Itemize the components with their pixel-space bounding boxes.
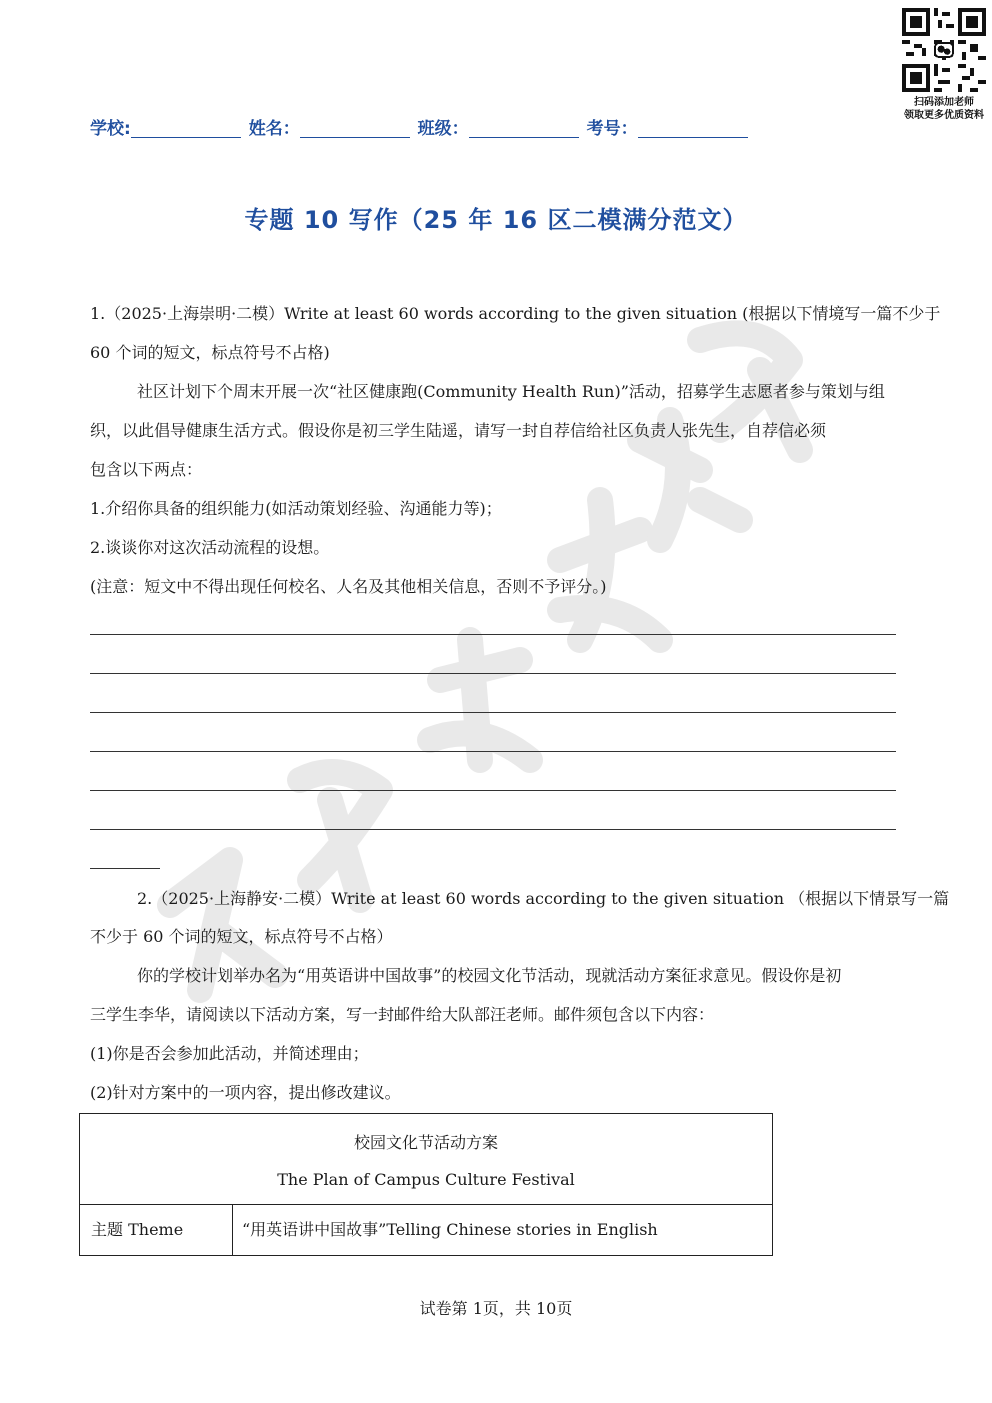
q1-point1: 1.介绍你具备的组织能力(如活动策划经验、沟通能力等)；: [90, 499, 502, 518]
q2-prompt-line1: 2.（2025·上海静安·二模）Write at least 60 words according to the given situation （根据以下情景写一篇: [137, 889, 950, 908]
q2-point1: (1)你是否会参加此活动，并简述理由；: [90, 1044, 369, 1063]
q1-prompt-line1: 1.（2025·上海崇明·二模）Write at least 60 words according to the given situation (根据以下情境写一篇不少于: [90, 304, 941, 323]
q1-situation-line3: 包含以下两点：: [90, 460, 203, 479]
qr-caption-line1: 扫码添加老师: [914, 97, 974, 108]
answer-line-end[interactable]: [90, 868, 160, 869]
class-field[interactable]: [469, 117, 579, 138]
answer-line[interactable]: [90, 673, 896, 674]
qr-code-icon[interactable]: [902, 8, 986, 92]
q2-point2: (2)针对方案中的一项内容，提出修改建议。: [90, 1083, 401, 1102]
exam-number-field[interactable]: [638, 117, 748, 138]
plan-title-en: The Plan of Campus Culture Festival: [277, 1170, 575, 1189]
name-field[interactable]: [300, 117, 410, 138]
q1-note: (注意：短文中不得出现任何校名、人名及其他相关信息，否则不予评分。): [90, 577, 607, 596]
plan-title-cn: 校园文化节活动方案: [353, 1133, 498, 1152]
qr-caption: [894, 96, 992, 122]
answer-line[interactable]: [90, 712, 896, 713]
qr-caption-line2: 领取更多优质资料: [904, 110, 984, 121]
plan-table: [79, 1113, 773, 1256]
q1-situation-line1: 社区计划下个周末开展一次“社区健康跑(Community Health Run)”活动，招募学生志愿者参与策划与组: [137, 382, 885, 401]
q1-prompt-line2: 60 个词的短文，标点符号不占格): [90, 343, 330, 362]
exam-number-label: 考号：: [586, 119, 638, 139]
plan-theme-value: “用英语讲中国故事”Telling Chinese stories in English: [242, 1220, 658, 1239]
class-label: 班级：: [417, 119, 469, 139]
answer-line[interactable]: [90, 829, 896, 830]
q1-point2: 2.谈谈你对这次活动流程的设想。: [90, 538, 330, 557]
answer-line[interactable]: [90, 751, 896, 752]
student-info-row: [90, 114, 750, 139]
q1-situation-line2: 织，以此倡导健康生活方式。假设你是初三学生陆遥，请写一封自荐信给社区负责人张先生，自荐信必须: [90, 421, 827, 440]
plan-theme-label: 主题 Theme: [80, 1205, 233, 1255]
q2-situation-line2: 三学生李华，请阅读以下活动方案，写一封邮件给大队部汪老师。邮件须包含以下内容：: [90, 1005, 715, 1024]
answer-line[interactable]: [90, 634, 896, 635]
name-label: 姓名：: [248, 119, 300, 139]
page-footer: 试卷第 1页，共 10页: [419, 1299, 573, 1318]
q2-situation-line1: 你的学校计划举办名为“用英语讲中国故事”的校园文化节活动，现就活动方案征求意见。假设你是初: [137, 966, 842, 985]
q2-prompt-line2: 不少于 60 个词的短文，标点符号不占格）: [90, 927, 393, 946]
school-field[interactable]: [131, 117, 241, 138]
school-label: 学校:: [90, 119, 131, 139]
answer-line[interactable]: [90, 790, 896, 791]
page-title: 专题 10 写作（25 年 16 区二模满分范文）: [244, 206, 748, 234]
plan-table-header: [80, 1114, 772, 1205]
